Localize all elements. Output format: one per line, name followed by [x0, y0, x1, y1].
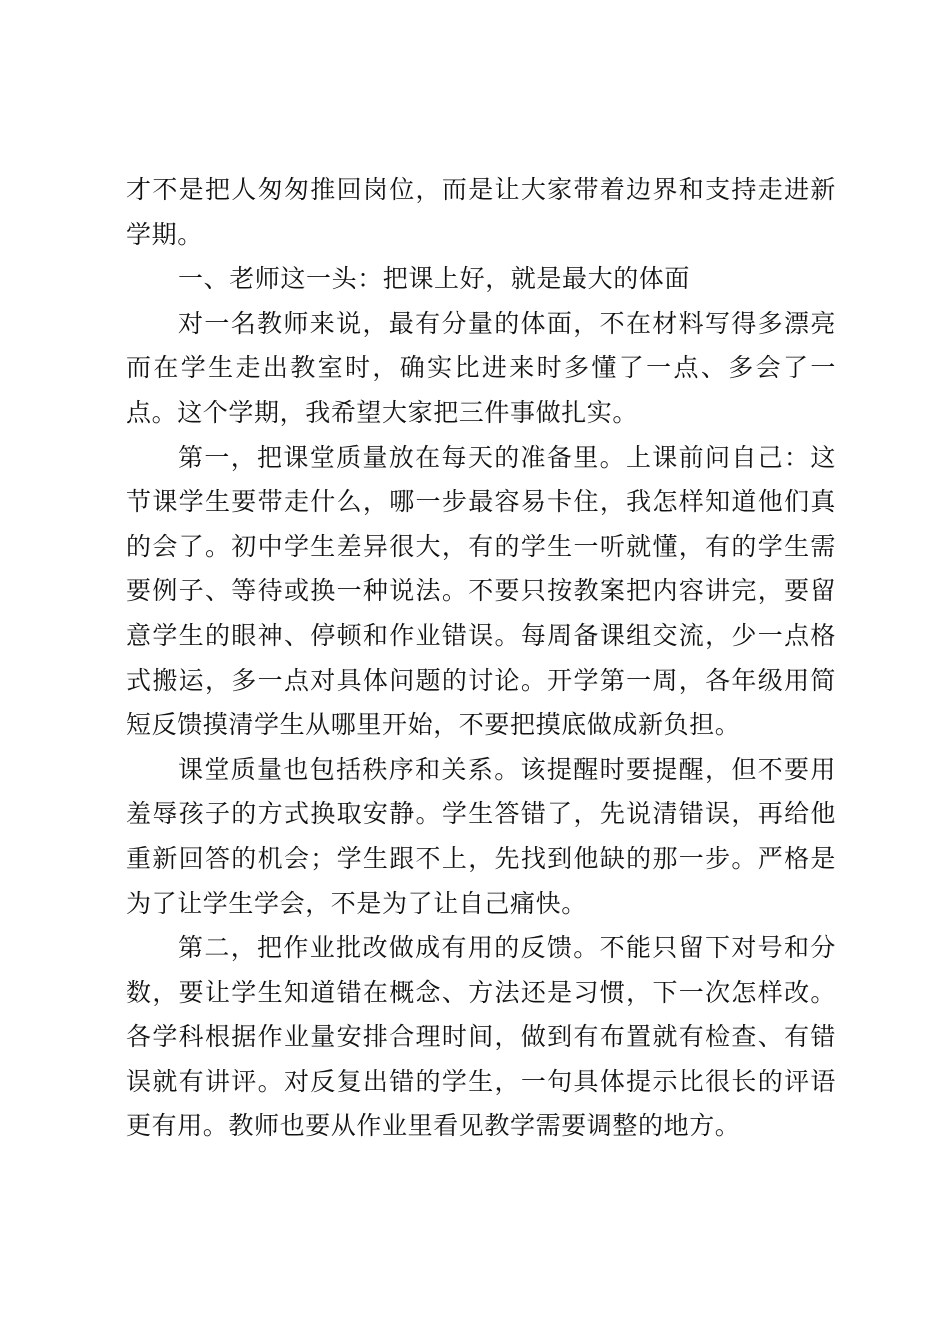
- body-paragraph: 第一，把课堂质量放在每天的准备里。上课前问自己：这节课学生要带走什么，哪一步最容易卡住，我怎样知道他们真的会了。初中学生差异很大，有的学生一听就懂，有的学生需要例子、等待或换一种说法。不要只按教案把内容讲完，要留意学生的眼神、停顿和作业错误。每周备课组交流，少一点格式搬运，多一点对具体问题的讨论。开学第一周，各年级用简短反馈摸清学生从哪里开始，不要把摸底做成新负担。: [126, 442, 836, 740]
- document-page: [126, 168, 836, 1149]
- body-paragraph-continued: 才不是把人匆匆推回岗位，而是让大家带着边界和支持走进新学期。: [126, 175, 836, 249]
- body-paragraph: 对一名教师来说，最有分量的体面，不在材料写得多漂亮而在学生走出教室时，确实比进来时多懂了一点、多会了一点。这个学期，我希望大家把三件事做扎实。: [126, 308, 836, 427]
- body-paragraph: 第二，把作业批改做成有用的反馈。不能只留下对号和分数，要让学生知道错在概念、方法还是习惯，下一次怎样改。各学科根据作业量安排合理时间，做到有布置就有检查、有错误就有讲评。对反复出错的学生，一句具体提示比很长的评语更有用。教师也要从作业里看见教学需要调整的地方。: [126, 933, 836, 1141]
- body-paragraph: 课堂质量也包括秩序和关系。该提醒时要提醒，但不要用羞辱孩子的方式换取安静。学生答错了，先说清错误，再给他重新回答的机会；学生跟不上，先找到他缺的那一步。严格是为了让学生学会，不是为了让自己痛快。: [126, 754, 836, 918]
- section-heading: 一、老师这一头：把课上好，就是最大的体面: [178, 264, 691, 294]
